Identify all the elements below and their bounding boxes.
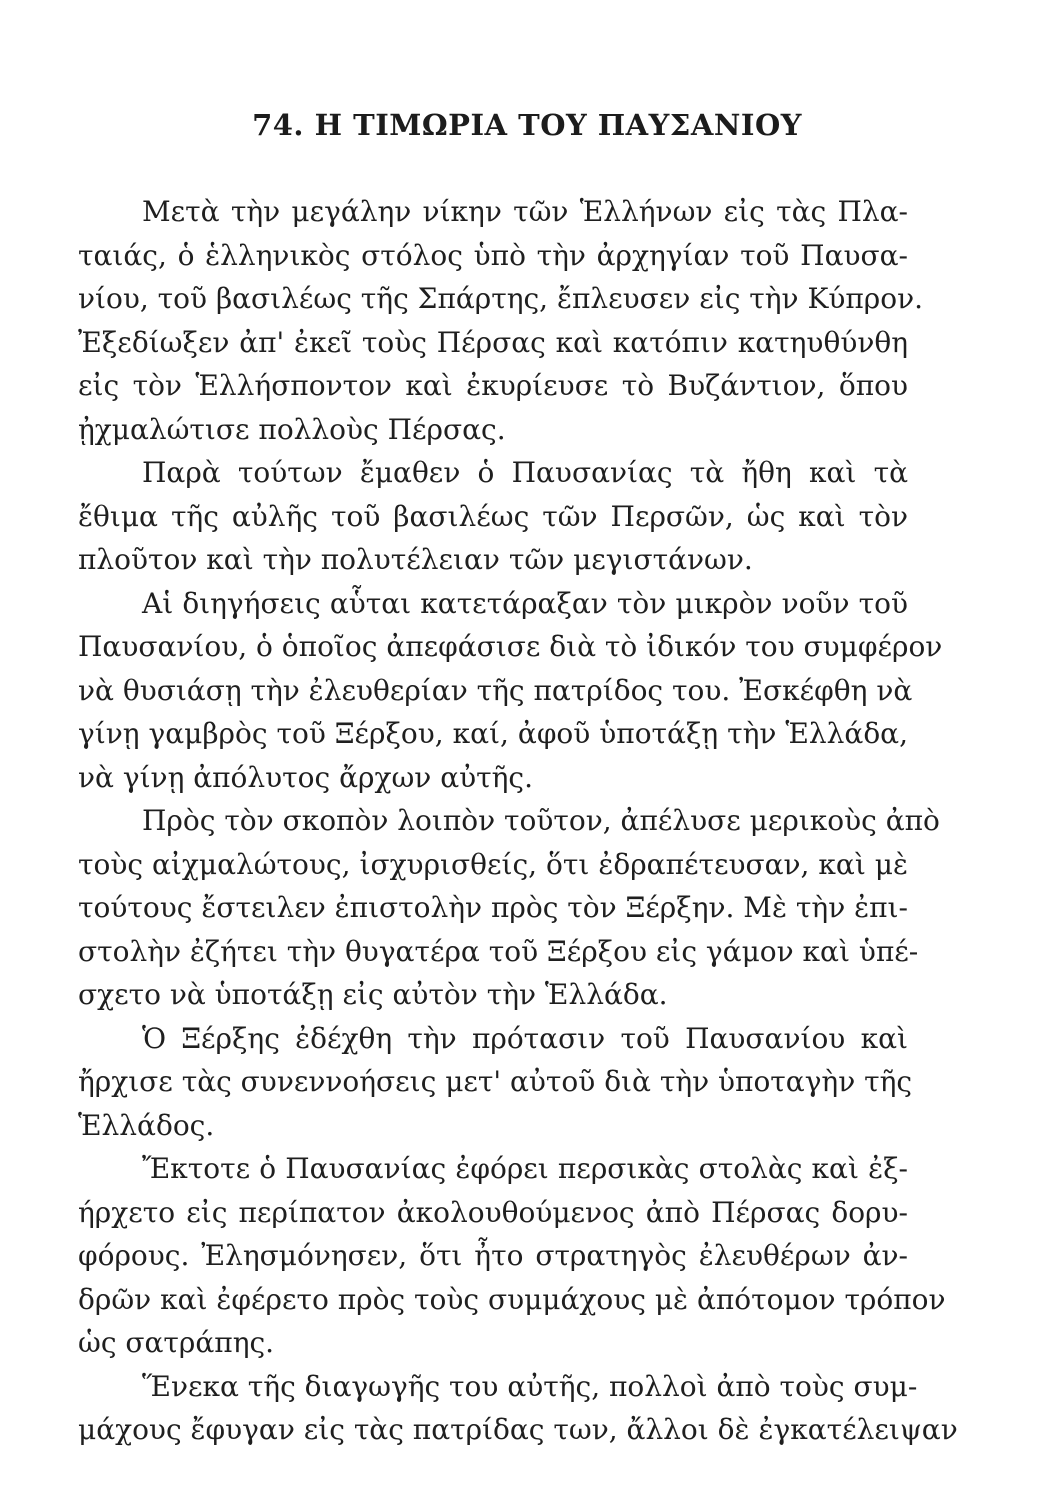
text-line: ἔθιμα τῆς αὐλῆς τοῦ βασιλέως τῶν Περσῶν, ὡς καὶ τὸν	[78, 499, 908, 533]
text-line: μάχους ἔφυγαν εἰς τὰς πατρίδας των, ἄλλοι δὲ ἐγκατέλειψαν	[78, 1413, 958, 1446]
text-line: τοὺς αἰχμαλώτους, ἰσχυρισθείς, ὅτι ἐδραπέτευσαν, καὶ μὲ	[78, 847, 908, 881]
text-line: ἤρχισε τὰς συνεννοήσεις μετ' αὐτοῦ διὰ τὴν ὑποταγὴν τῆς	[78, 1065, 913, 1098]
text-line: Παρὰ τούτων ἔμαθεν ὁ Παυσανίας τὰ ἤθη καὶ τὰ	[142, 456, 908, 489]
text-line: νίου, τοῦ βασιλέως τῆς Σπάρτης, ἔπλευσεν εἰς τὴν Κύπρον.	[78, 282, 924, 315]
text-line: πλοῦτον καὶ τὴν πολυτέλειαν τῶν μεγιστάνων.	[78, 543, 753, 576]
text-line: σχετο νὰ ὑποτάξῃ εἰς αὐτὸν τὴν Ἑλλάδα.	[78, 978, 668, 1011]
text-line: Ἐξεδίωξεν ἀπ' ἐκεῖ τοὺς Πέρσας καὶ κατόπιν κατηυθύνθη	[78, 325, 908, 359]
text-line: δρῶν καὶ ἐφέρετο πρὸς τοὺς συμμάχους μὲ ἀπότομον τρόπον	[78, 1282, 946, 1316]
text-line: ήρχετο εἰς περίπατον ἀκολουθούμενος ἀπὸ Πέρσας δορυ-	[78, 1195, 908, 1229]
text-line: ὡς σατράπης.	[78, 1326, 275, 1359]
text-line: Αἱ διηγήσεις αὗται κατετάραξαν τὸν μικρὸν νοῦν τοῦ	[142, 586, 908, 620]
text-line: στολὴν ἐζήτει τὴν θυγατέρα τοῦ Ξέρξου εἰς γάμον καὶ ὑπέ-	[78, 934, 919, 968]
text-line: Μετὰ τὴν μεγάλην νίκην τῶν Ἑλλήνων εἰς τὰς Πλα-	[142, 195, 908, 228]
text-line: τούτους ἔστειλεν ἐπιστολὴν πρὸς τὸν Ξέρξην. Μὲ τὴν ἐπι-	[78, 891, 908, 924]
text-line: ᾐχμαλώτισε πολλοὺς Πέρσας.	[78, 412, 506, 446]
text-line: Ἑλλάδος.	[78, 1108, 215, 1142]
text-line: ταιάς, ὁ ἑλληνικὸς στόλος ὑπὸ τὴν ἀρχηγίαν τοῦ Παυσα-	[78, 238, 908, 272]
text-line: Ὁ Ξέρξης ἐδέχθη τὴν πρότασιν τοῦ Παυσανίου καὶ	[142, 1021, 908, 1055]
chapter-title: 74. Η ΤΙΜΩΡΙΑ ΤΟΥ ΠΑΥΣΑΝΙΟΥ	[252, 108, 802, 142]
text-line: Ἕνεκα τῆς διαγωγῆς του αὐτῆς, πολλοὶ ἀπὸ τοὺς συμ-	[142, 1369, 918, 1403]
text-line: Πρὸς τὸν σκοπὸν λοιπὸν τοῦτον, ἀπέλυσε μερικοὺς ἀπὸ	[142, 804, 940, 837]
text-line: φόρους. Ἐλησμόνησεν, ὅτι ἦτο στρατηγὸς ἐλευθέρων ἀν-	[78, 1239, 908, 1272]
text-line: εἰς τὸν Ἑλλήσποντον καὶ ἐκυρίευσε τὸ Βυζάντιον, ὅπου	[78, 369, 908, 402]
text-line: νὰ γίνῃ ἀπόλυτος ἄρχων αὐτῆς.	[78, 760, 533, 794]
text-line: γίνῃ γαμβρὸς τοῦ Ξέρξου, καί, ἀφοῦ ὑποτάξῃ τὴν Ἑλλάδα,	[78, 717, 908, 750]
text-line: νὰ θυσιάσῃ τὴν ἐλευθερίαν τῆς πατρίδος του. Ἐσκέφθη νὰ	[78, 673, 913, 707]
text-line: Ἔκτοτε ὁ Παυσανίας ἐφόρει περσικὰς στολὰς καὶ ἐξ-	[142, 1152, 908, 1185]
text-line: Παυσανίου, ὁ ὁποῖος ἀπεφάσισε διὰ τὸ ἰδικόν του συμφέρον	[78, 630, 943, 663]
